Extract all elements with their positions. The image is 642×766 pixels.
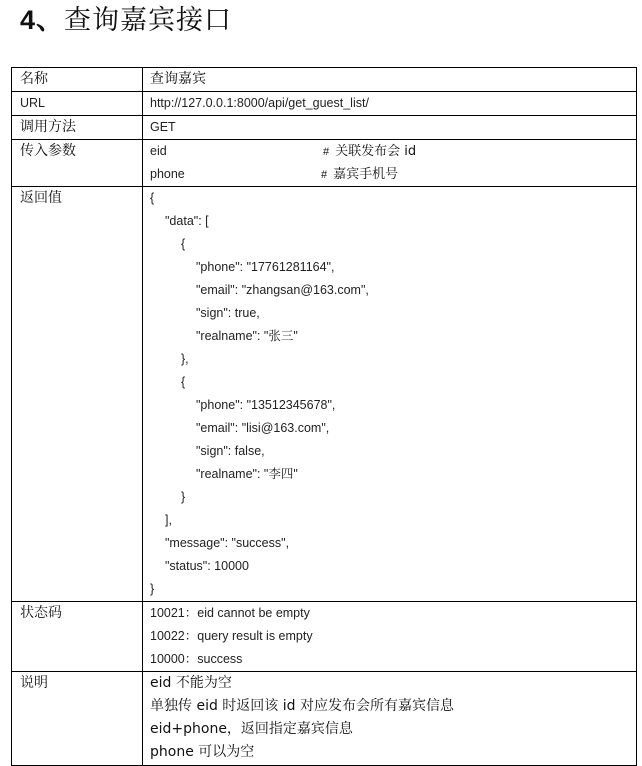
json-line: "realname": "李四" [196, 467, 298, 481]
api-spec-table [11, 67, 637, 766]
method-value: GET [150, 120, 176, 134]
param-comment [321, 163, 398, 187]
row-notes [12, 672, 637, 766]
row-status-codes [12, 602, 637, 672]
section-heading [20, 0, 232, 40]
json-line: "sign": false, [196, 444, 265, 458]
param-item [150, 140, 636, 163]
status-code-item [150, 648, 636, 671]
status-code-item [150, 625, 636, 648]
label-cell [12, 116, 143, 140]
json-line: { [181, 237, 186, 251]
comment-text: 嘉宾手机号 [333, 167, 399, 182]
status-sep: ： [184, 629, 198, 643]
label-cell [12, 602, 143, 672]
row-name [12, 68, 637, 92]
param-name: eid [150, 144, 167, 158]
status-code: 10000 [150, 652, 185, 666]
value-cell [143, 672, 637, 766]
status-code: 10021 [150, 606, 185, 620]
section-title: 查询嘉宾接口 [64, 5, 233, 36]
json-line: "realname": "张三" [196, 329, 298, 343]
row-url [12, 92, 637, 116]
json-line: "status": 10000 [165, 559, 249, 573]
status-sep: ： [184, 652, 198, 666]
url-label: URL [20, 96, 46, 110]
row-return-value [12, 187, 637, 602]
param-name: phone [150, 167, 185, 181]
comment-hash: # [321, 169, 328, 181]
json-line: "sign": true, [196, 306, 260, 320]
label-cell [12, 140, 143, 187]
value-cell [143, 116, 637, 140]
status-code-item [150, 602, 636, 625]
notes-label: 说明 [20, 675, 48, 691]
json-line: { [181, 375, 186, 389]
status-code: 10022 [150, 629, 185, 643]
json-line: "phone": "17761281164", [196, 260, 335, 274]
label-cell [12, 68, 143, 92]
name-label: 名称 [20, 71, 48, 87]
comment-hash: # [323, 146, 330, 158]
comment-text: 关联发布会 id [335, 144, 417, 159]
status-message: success [197, 652, 243, 666]
json-line: "phone": "13512345678", [196, 398, 336, 412]
return-label: 返回值 [20, 190, 62, 206]
row-method [12, 116, 637, 140]
status-message: query result is empty [197, 629, 313, 643]
value-cell [143, 92, 637, 116]
json-line: ], [165, 513, 172, 527]
status-sep: ： [184, 606, 198, 620]
json-line: "email": "lisi@163.com", [196, 421, 330, 435]
param-item [150, 163, 636, 186]
json-line: } [150, 582, 155, 596]
params-label: 传入参数 [20, 143, 76, 159]
note-line: 单独传 eid 时返回该 id 对应发布会所有嘉宾信息 [150, 698, 454, 714]
value-cell [143, 187, 637, 602]
value-cell [143, 68, 637, 92]
status-message: eid cannot be empty [197, 606, 310, 620]
json-line: "email": "zhangsan@163.com", [196, 283, 369, 297]
json-line: } [181, 490, 186, 504]
label-cell [12, 92, 143, 116]
json-line: "message": "success", [165, 536, 290, 550]
label-cell [12, 672, 143, 766]
status-label: 状态码 [20, 605, 62, 621]
note-line: phone 可以为空 [150, 744, 255, 760]
json-line: "data": [ [165, 214, 209, 228]
value-cell [143, 140, 637, 187]
section-number: 4、 [20, 5, 65, 35]
note-line: eid+phone，返回指定嘉宾信息 [150, 721, 353, 737]
label-cell [12, 187, 143, 602]
row-params [12, 140, 637, 187]
json-line: }, [181, 352, 189, 366]
value-cell [143, 602, 637, 672]
name-value: 查询嘉宾 [150, 71, 206, 87]
param-comment [323, 140, 416, 164]
method-label: 调用方法 [20, 119, 76, 135]
note-line: eid 不能为空 [150, 675, 232, 691]
url-value: http://127.0.0.1:8000/api/get_guest_list/ [150, 96, 369, 110]
json-line: { [150, 191, 155, 205]
